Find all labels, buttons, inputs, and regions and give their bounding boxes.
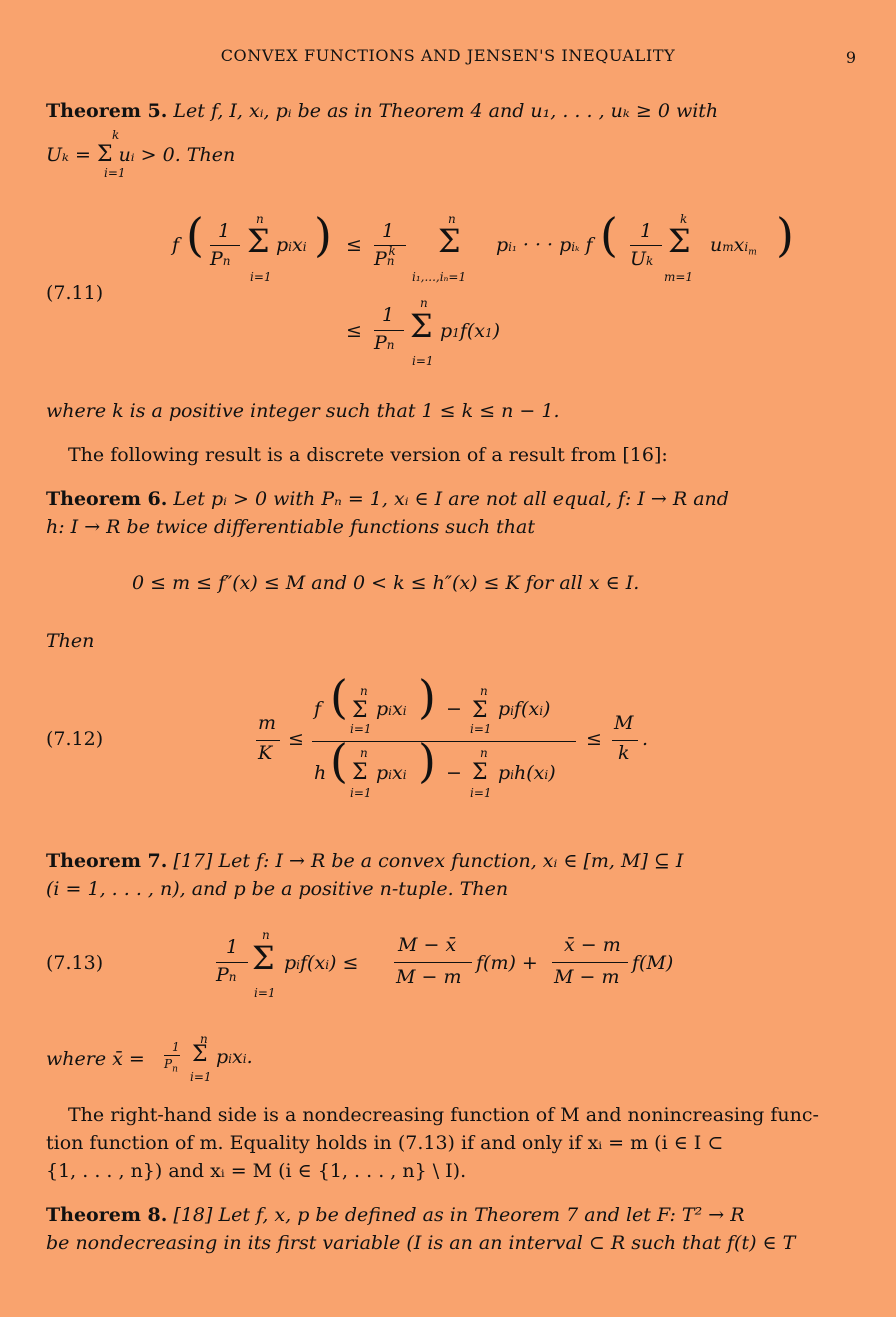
theorem6-then: Then <box>46 630 95 652</box>
eq-7-12-number: (7.12) <box>46 728 104 750</box>
theorem6-line1 <box>46 484 729 514</box>
theorem6-label: Theorem 6. <box>46 488 168 510</box>
eq-7-11-number: (7.11) <box>46 282 104 304</box>
theorem8-text-line1: [18] Let f, x, p be defined as in Theorem 7 and let F: T² → R <box>173 1204 745 1226</box>
theorem7-where: where x̄ = <box>46 1048 145 1070</box>
theorem7-label: Theorem 7. <box>46 850 168 872</box>
theorem5-text-line1: Let f, I, xᵢ, pᵢ be as in Theorem 4 and u₁, . . . , uₖ ≥ 0 with <box>173 100 719 122</box>
theorem5-label: Theorem 5. <box>46 100 168 122</box>
theorem7-line1 <box>46 846 683 876</box>
theorem5-text-line2-prefix: Uₖ = <box>46 144 91 166</box>
theorem7-text-line1: [17] Let f: I → R be a convex function, xᵢ ∈ [m, M] ⊆ I <box>173 850 684 872</box>
theorem6-condition: 0 ≤ m ≤ f″(x) ≤ M and 0 < k ≤ h″(x) ≤ K for all x ∈ I. <box>132 572 640 594</box>
theorem5-after: where k is a positive integer such that 1 ≤ k ≤ n − 1. <box>46 400 560 422</box>
running-title: CONVEX FUNCTIONS AND JENSEN'S INEQUALITY <box>220 46 676 65</box>
theorem5-line2: Uₖ = Σ uᵢ > 0. Then <box>46 142 236 167</box>
eq-7-11: f <box>172 234 180 256</box>
theorem8-label: Theorem 8. <box>46 1204 168 1226</box>
remark-line1: The right-hand side is a nondecreasing function of M and nonincreasing func- <box>68 1104 819 1126</box>
theorem8-line1 <box>46 1200 745 1230</box>
remark-line2: tion function of m. Equality holds in (7.13) if and only if xᵢ = m (i ∈ I ⊂ <box>46 1132 724 1154</box>
theorem5-text-line2-suffix: uᵢ > 0. Then <box>118 144 236 166</box>
theorem5-line1 <box>46 96 718 126</box>
remark-line3: {1, . . . , n}) and xᵢ = M (i ∈ {1, . . . , n} \ I). <box>46 1160 467 1182</box>
page: CONVEX FUNCTIONS AND JENSEN'S INEQUALITY 9 Theorem 5. Let f, I, xᵢ, pᵢ be as in Theorem 4 and u₁, . . . , uₖ ≥ 0 with Uₖ = Σ uᵢ > 0. Then k i=1 (7.11) f ( 1 Pn n Σ i=1 pixi ) ≤ 1 Pn$^k$ n Σ i₁,...,iₙ=1 pi₁ · · · piₖ f ( 1 Uk k Σ m=1 umxi$_m$ ) ≤ 1 Pn n Σ i=1 p1f(x1) where k is a positive integer such that 1 ≤ k ≤ n − 1. The following result is a discrete version of a result from [16]: Theorem 6. Let pᵢ > 0 with Pₙ = 1, xᵢ ∈ I are not all equal, f: I → R and h: I → R be twice differentiable functions such that 0 ≤ m ≤ f″(x) ≤ M and 0 < k ≤ h″(x) ≤ K for all x ∈ I. Then (7.12) m K ≤ f ( n Σ i=1 pixi ) − n Σ i=1 pif(xi) h ( n Σ i=1 pixi ) − n Σ i=1 pih(xi) ≤ M k . Theorem 7. [17] Let f: I → R be a convex function, xᵢ ∈ [m, M] ⊆ I (i = 1, . . . , n), and p be a positive n-tuple. Then (7.13) 1 Pn n Σ i=1 pif(xi) ≤ M − x̄ M − m f(m) + x̄ − m M − m f(M) where x̄ = 1 $P_n$ n Σ i=1 pixi. The right-hand side is a nondecreasing function of M and nonincreasing func- tion function of m. Equality holds in (7.13) if and only if xᵢ = m (i ∈ I ⊂ {1, . . . , n}) and xᵢ = M (i ∈ {1, . . . , n} \ I). Theorem 8. [18] Let f, x, p be defined as in Theorem 7 and let F: T² → R be nondecreasing in its first variable (I is an an interval ⊂ R such that f(t) ∈ T <box>0 0 896 1317</box>
theorem8-text-line2: be nondecreasing in its first variable (I is an an interval ⊂ R such that f(t) ∈ T <box>46 1232 796 1254</box>
page-number: 9 <box>845 48 856 67</box>
eq-7-13-number: (7.13) <box>46 952 104 974</box>
theorem6-text-line1: Let pᵢ > 0 with Pₙ = 1, xᵢ ∈ I are not all equal, f: I → R and <box>173 488 729 510</box>
theorem6-text-line2: h: I → R be twice differentiable functions such that <box>46 516 536 538</box>
intro-theorem6: The following result is a discrete version of a result from [16]: <box>68 444 668 466</box>
theorem7-text-line2: (i = 1, . . . , n), and p be a positive n-tuple. Then <box>46 878 509 900</box>
